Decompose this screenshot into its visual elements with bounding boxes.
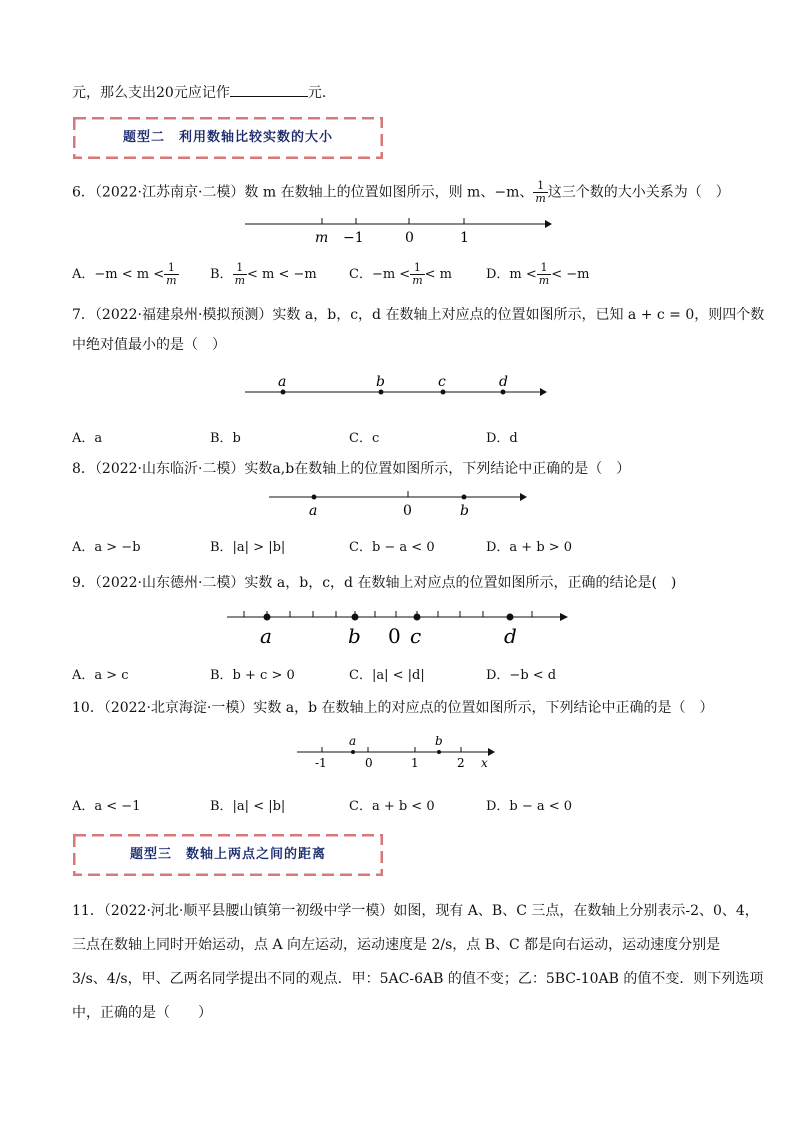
option-b[interactable]: B． $\frac{1}{m}$ < m < −m [210, 261, 317, 287]
axis-label: a [349, 734, 357, 748]
axis-label: -1 [315, 756, 327, 770]
answer-blank[interactable] [230, 82, 308, 97]
option-d[interactable]: D．m < $\frac{1}{m}$ < −m [486, 261, 590, 287]
axis-label: 0 [388, 624, 401, 648]
top-line: 元，那么支出20元应记作 元． [72, 82, 336, 102]
option-a[interactable]: A．a < −1 [72, 799, 141, 814]
question-11-line-3: 3/s、4/s，甲、乙两名同学提出不同的观点．甲：5AC-6AB 的值不变；乙：5BC-10AB 的值不变．则下列选项 [72, 971, 764, 987]
axis-label: a [309, 503, 318, 519]
fraction: $\frac{1}{m}$ [535, 179, 546, 205]
axis-label: m [315, 230, 329, 246]
number-line-q9 [225, 606, 575, 648]
option-b[interactable]: B．b + c > 0 [210, 668, 295, 683]
question-11-line-2: 三点在数轴上同时开始运动，点 A 向左运动，运动速度是 2/s，点 B、C 都是向右运动，运动速度分别是 [72, 937, 721, 953]
axis-label: b [348, 624, 361, 648]
section-header: 题型二 利用数轴比较实数的大小 [73, 117, 383, 159]
number-line-q7 [240, 370, 560, 404]
axis-label: b [435, 734, 443, 748]
number-line-q8 [265, 488, 535, 522]
option-c[interactable]: C．a + b < 0 [349, 799, 435, 814]
axis-label: c [438, 374, 446, 390]
axis-label: c [410, 624, 422, 648]
axis-label: b [460, 503, 469, 519]
option-d[interactable]: D．−b < d [486, 668, 557, 683]
question-11-line-4: 中，正确的是（ ） [72, 1005, 212, 1021]
option-d[interactable]: D．a + b > 0 [486, 540, 573, 555]
section-header: 题型三 数轴上两点之间的距离 [73, 834, 383, 876]
question-7-stem-cont: 中绝对值最小的是（ ） [72, 337, 226, 353]
axis-label: 0 [403, 503, 412, 519]
axis-label: 1 [411, 756, 419, 770]
option-d[interactable]: D．b − a < 0 [486, 799, 573, 814]
option-b[interactable]: B．|a| > |b| [210, 540, 286, 555]
option-a[interactable]: A．−m < m < $\frac{1}{m}$ [72, 261, 177, 287]
axis-label: 2 [457, 756, 465, 770]
axis-label: 1 [460, 230, 469, 246]
axis-label: a [278, 374, 287, 390]
question-8-stem: 8．（2022·山东临沂·二模）实数a,b在数轴上的位置如图所示，下列结论中正确的是（ ） [72, 461, 631, 477]
axis-label: −1 [343, 230, 364, 246]
option-b[interactable]: B．|a| < |b| [210, 799, 286, 814]
axis-label: 0 [365, 756, 373, 770]
question-11-line-1: 11．（2022·河北·顺平县腰山镇第一初级中学一模）如图，现有 A、B、C 三点，在数轴上分别表示-2、0、4， [72, 903, 759, 919]
question-10-stem: 10．（2022·北京海淀·一模）实数 a，b 在数轴上的对应点的位置如图所示，下列结论中正确的是（ ） [72, 700, 714, 716]
question-7-stem: 7．（2022·福建泉州·模拟预测）实数 a，b，c，d 在数轴上对应点的位置如图所示，已知 a + c = 0，则四个数 [72, 307, 765, 323]
option-a[interactable]: A．a > c [72, 668, 129, 683]
option-b[interactable]: B．b [210, 431, 241, 446]
axis-label: a [260, 624, 272, 648]
option-c[interactable]: C．|a| < |d| [349, 668, 425, 683]
question-6-stem: 6．（2022·江苏南京·二模）数 m 在数轴上的位置如图所示，则 m、−m、 $\frac{1}{m}$ 这三个数的大小关系为（ ） [72, 179, 730, 205]
axis-label: b [376, 374, 385, 390]
option-c[interactable]: C．−m < $\frac{1}{m}$ < m [349, 261, 452, 287]
option-c[interactable]: C．c [349, 431, 380, 446]
option-a[interactable]: A．a [72, 431, 103, 446]
option-c[interactable]: C．b − a < 0 [349, 540, 435, 555]
number-line-q10 [293, 733, 503, 771]
question-9-stem: 9．（2022·山东德州·二模）实数 a，b，c，d 在数轴上对应点的位置如图所示，正确的结论是( ) [72, 575, 677, 591]
axis-label: d [504, 624, 517, 648]
option-d[interactable]: D．d [486, 431, 518, 446]
option-a[interactable]: A．a > −b [72, 540, 141, 555]
axis-label: 0 [405, 230, 414, 246]
axis-label: x [481, 756, 488, 770]
axis-label: d [499, 374, 508, 390]
number-line-q6 [240, 214, 560, 248]
